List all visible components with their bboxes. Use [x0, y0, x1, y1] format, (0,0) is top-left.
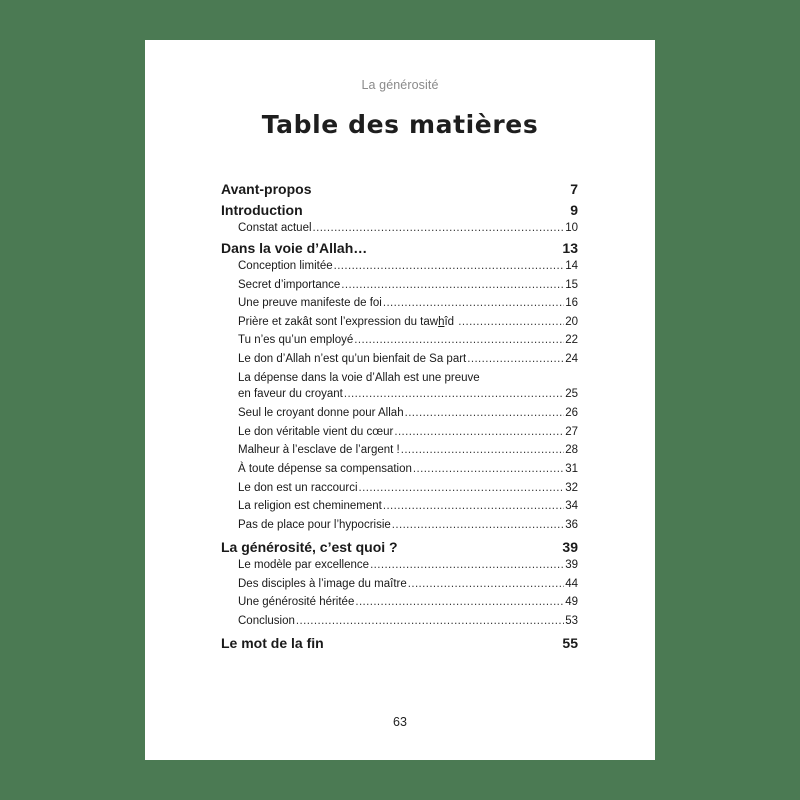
toc-entry-label: La générosité, c’est quoi ? [221, 539, 398, 555]
toc-entry-label: Le modèle par excellence [238, 559, 370, 571]
toc-entry-label: Constat actuel [238, 222, 312, 234]
toc-section-disciples[interactable] [221, 578, 578, 590]
toc-entry-label: Des disciples à l’image du maître [238, 578, 407, 590]
toc-chapter-dans-la-voie[interactable] [221, 240, 578, 256]
toc-section-preuve-manifeste[interactable] [221, 297, 578, 309]
dot-leader [405, 407, 565, 419]
toc-chapter-generosite-quoi[interactable] [221, 539, 578, 555]
toc-section-generosite-heritee[interactable] [221, 596, 578, 608]
toc-page-number: 34 [565, 500, 578, 512]
toc-page-number: 28 [565, 444, 578, 456]
dot-leader [355, 596, 564, 608]
toc-entry-label: Secret d’importance [238, 279, 341, 291]
toc-entry-label: Dans la voie d’Allah… [221, 240, 368, 256]
dot-leader [383, 500, 564, 512]
toc-chapter-mot-de-la-fin[interactable] [221, 635, 578, 651]
toc-page-number: 53 [565, 615, 578, 627]
toc-entry-label: Le don véritable vient du cœur [238, 426, 394, 438]
page-title: Table des matières [261, 110, 539, 139]
toc-page-number: 20 [565, 316, 578, 328]
toc-section-malheur[interactable] [221, 444, 578, 456]
dot-leader [408, 578, 564, 590]
toc-entry-label: Le mot de la fin [221, 635, 324, 651]
toc-page-number: 25 [565, 388, 578, 400]
toc-page-number: 44 [565, 578, 578, 590]
toc-section-constat-actuel[interactable] [221, 222, 578, 234]
toc-page-number: 22 [565, 334, 578, 346]
toc-page-number: 14 [565, 260, 578, 272]
toc-entry-label: À toute dépense sa compensation [238, 463, 412, 475]
toc-section-secret-importance[interactable] [221, 279, 578, 291]
toc-page-number: 26 [565, 407, 578, 419]
dot-leader [467, 353, 564, 365]
toc-section-conclusion[interactable] [221, 615, 578, 627]
dot-leader [370, 559, 564, 571]
toc-entry-label: La religion est cheminement [238, 500, 382, 512]
toc-entry-label: Introduction [221, 202, 303, 218]
toc-page-number: 31 [565, 463, 578, 475]
toc-entry-label: Pas de place pour l’hypocrisie [238, 519, 391, 531]
toc-entry-label: en faveur du croyant [238, 388, 343, 400]
dot-leader [354, 334, 564, 346]
book-page [145, 40, 655, 760]
dot-leader [341, 279, 564, 291]
toc-section-depense-preuve[interactable] [221, 388, 578, 400]
toc-page-number: 27 [565, 426, 578, 438]
dot-leader [296, 615, 564, 627]
dot-leader [392, 519, 564, 531]
toc-page-number: 49 [565, 596, 578, 608]
toc-page-number: 10 [565, 222, 578, 234]
toc-page-number: 15 [565, 279, 578, 291]
toc-entry-label: Conclusion [238, 615, 295, 627]
toc-page-number: 9 [570, 202, 578, 218]
toc-entry-label: Seul le croyant donne pour Allah [238, 407, 404, 419]
toc-page-number: 13 [562, 240, 578, 256]
toc-entry-label: Une générosité héritée [238, 596, 355, 608]
toc-section-don-allah[interactable] [221, 353, 578, 365]
toc-page-number: 24 [565, 353, 578, 365]
toc-section-conception-limitee[interactable] [221, 260, 578, 272]
toc-section-hypocrisie[interactable] [221, 519, 578, 531]
toc-section-compensation[interactable] [221, 463, 578, 475]
dot-leader [458, 316, 564, 328]
toc-page-number: 32 [565, 482, 578, 494]
dot-leader [413, 463, 564, 475]
toc-entry-label: Malheur à l’esclave de l’argent ! [238, 444, 400, 456]
dot-leader [401, 444, 564, 456]
dot-leader [359, 482, 565, 494]
toc-entry-label: Avant-propos [221, 181, 312, 197]
toc-entry-label: Prière et zakât sont l’expression du tawhîd [238, 316, 455, 328]
toc-section-cheminement[interactable] [221, 500, 578, 512]
dot-leader [394, 426, 564, 438]
toc-section-raccourci[interactable] [221, 482, 578, 494]
dot-leader [313, 222, 565, 234]
toc-entry-label: Conception limitée [238, 260, 333, 272]
toc-page-number: 39 [565, 559, 578, 571]
toc-section-don-veritable[interactable] [221, 426, 578, 438]
toc-entry-label: Le don est un raccourci [238, 482, 358, 494]
toc-page-number: 39 [562, 539, 578, 555]
toc-page-number: 16 [565, 297, 578, 309]
page-number: 63 [393, 715, 407, 729]
toc-section-priere-zakat[interactable] [221, 316, 578, 328]
toc-chapter-introduction[interactable] [221, 202, 578, 218]
toc-page-number: 55 [562, 635, 578, 651]
toc-chapter-avant-propos[interactable] [221, 181, 578, 197]
dot-leader [334, 260, 565, 272]
toc-entry-label: Le don d’Allah n’est qu’un bienfait de Sa part [238, 353, 467, 365]
toc-section-depense-line1[interactable]: La dépense dans la voie d’Allah est une preuve [238, 372, 480, 384]
toc-section-modele[interactable] [221, 559, 578, 571]
dot-leader [383, 297, 564, 309]
toc-page-number: 7 [570, 181, 578, 197]
toc-section-seul-croyant[interactable] [221, 407, 578, 419]
dot-leader [344, 388, 564, 400]
running-head: La générosité [361, 78, 439, 92]
toc-page-number: 36 [565, 519, 578, 531]
toc-entry-label: Une preuve manifeste de foi [238, 297, 382, 309]
toc-entry-label: Tu n’es qu’un employé [238, 334, 354, 346]
toc-section-employe[interactable] [221, 334, 578, 346]
